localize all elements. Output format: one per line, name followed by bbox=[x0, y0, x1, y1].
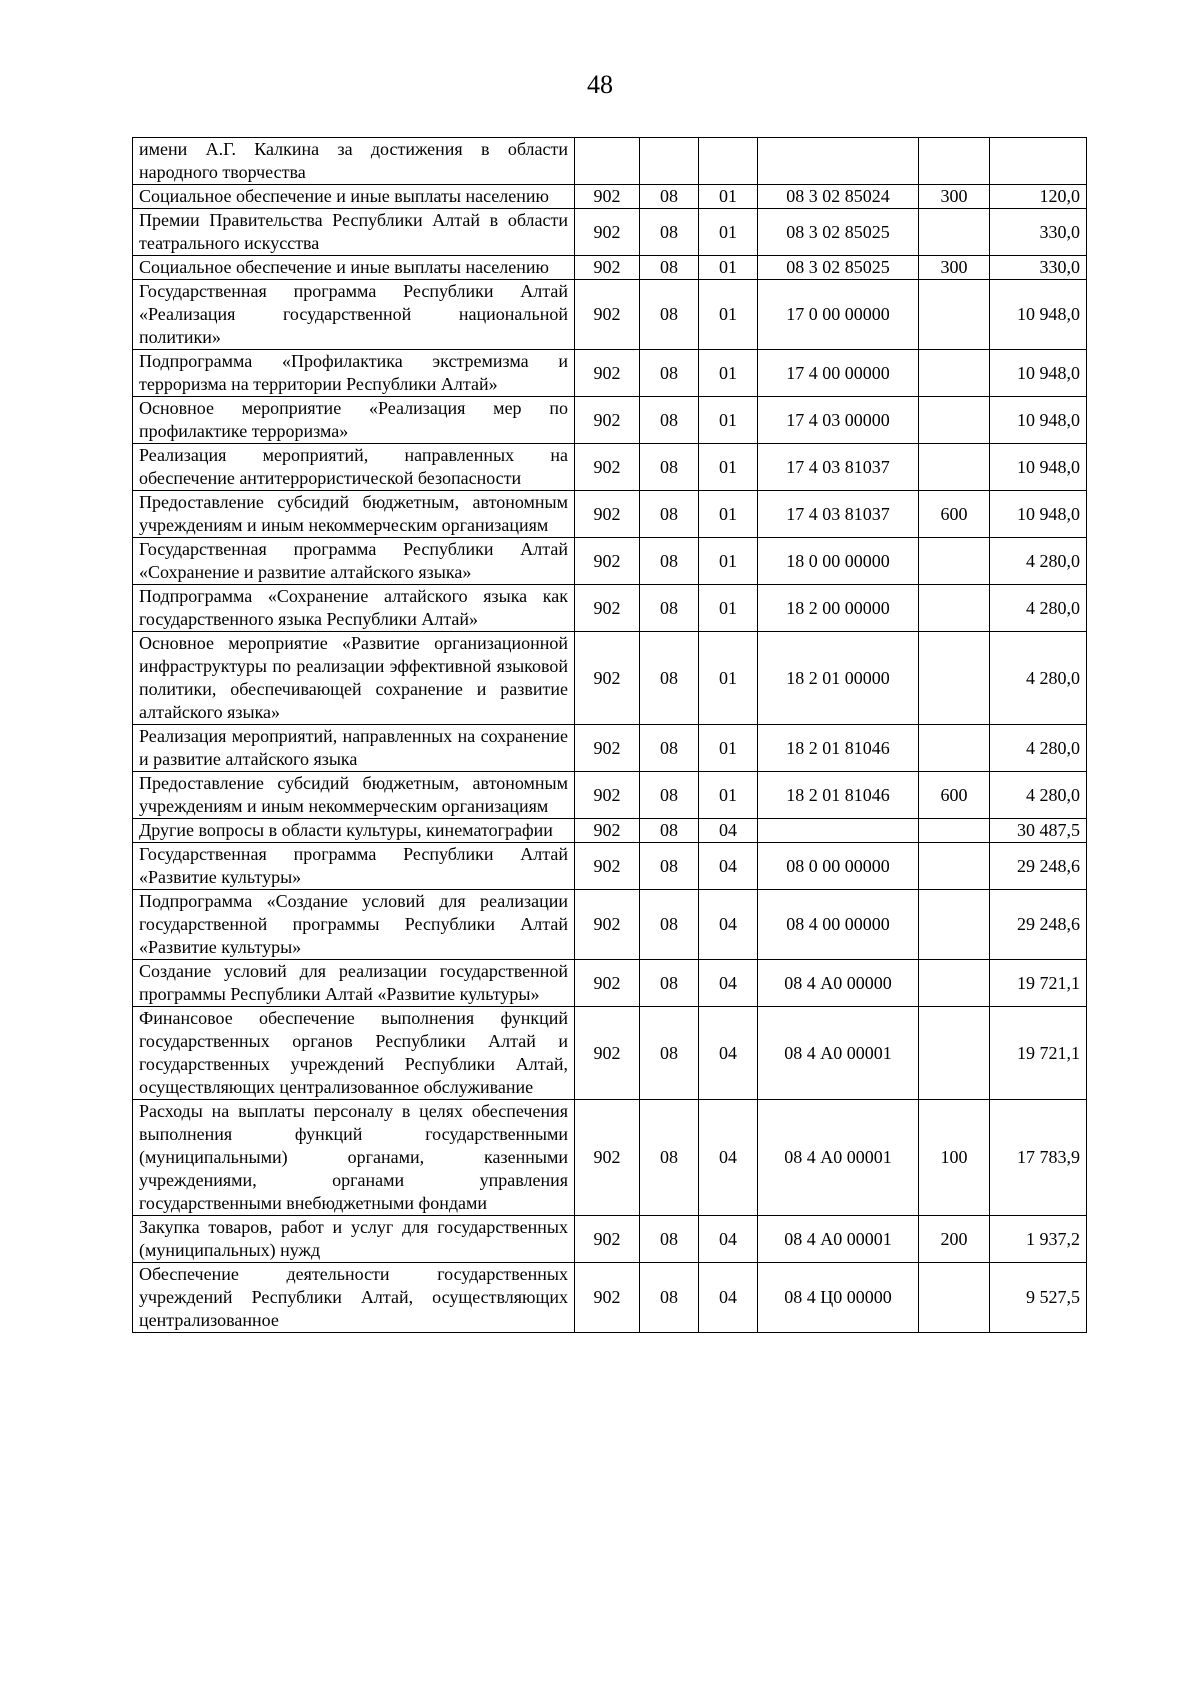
department-code-cell: 902 bbox=[575, 280, 640, 350]
section-code-cell: 08 bbox=[640, 444, 699, 491]
table-row bbox=[133, 397, 1087, 444]
department-code-cell: 902 bbox=[575, 1216, 640, 1263]
expense-name-cell: Предоставление субсидий бюджетным, автономным учреждениям и иным некоммерческим организациям bbox=[133, 772, 575, 819]
section-code-cell: 08 bbox=[640, 1216, 699, 1263]
table-row bbox=[133, 538, 1087, 585]
target-article-cell: 17 4 03 81037 bbox=[758, 444, 919, 491]
department-code-cell: 902 bbox=[575, 772, 640, 819]
target-article-cell: 17 0 00 00000 bbox=[758, 280, 919, 350]
expense-type-cell bbox=[919, 632, 990, 725]
section-code-cell: 08 bbox=[640, 256, 699, 280]
target-article-cell: 08 0 00 00000 bbox=[758, 843, 919, 890]
department-code-cell: 902 bbox=[575, 585, 640, 632]
target-article-cell: 08 4 А0 00000 bbox=[758, 960, 919, 1007]
table-row bbox=[133, 843, 1087, 890]
table-row bbox=[133, 819, 1087, 843]
section-code-cell: 08 bbox=[640, 185, 699, 209]
table-row bbox=[133, 185, 1087, 209]
section-code-cell: 08 bbox=[640, 632, 699, 725]
expense-name-cell: Подпрограмма «Создание условий для реализации государственной программы Республики Алтай «Развитие культуры» bbox=[133, 890, 575, 960]
target-article-cell: 18 2 01 81046 bbox=[758, 772, 919, 819]
expense-name-cell: Реализация мероприятий, направленных на сохранение и развитие алтайского языка bbox=[133, 725, 575, 772]
section-code-cell: 08 bbox=[640, 843, 699, 890]
section-code-cell: 08 bbox=[640, 397, 699, 444]
subsection-code-cell: 01 bbox=[699, 585, 758, 632]
subsection-code-cell: 04 bbox=[699, 1100, 758, 1216]
section-code-cell: 08 bbox=[640, 819, 699, 843]
department-code-cell: 902 bbox=[575, 256, 640, 280]
expense-type-cell bbox=[919, 397, 990, 444]
subsection-code-cell: 04 bbox=[699, 1007, 758, 1100]
amount-cell: 10 948,0 bbox=[990, 397, 1087, 444]
target-article-cell: 17 4 00 00000 bbox=[758, 350, 919, 397]
section-code-cell: 08 bbox=[640, 1263, 699, 1333]
department-code-cell: 902 bbox=[575, 491, 640, 538]
expense-type-cell bbox=[919, 819, 990, 843]
department-code-cell: 902 bbox=[575, 1007, 640, 1100]
expense-name-cell: Социальное обеспечение и иные выплаты населению bbox=[133, 185, 575, 209]
amount-cell: 4 280,0 bbox=[990, 632, 1087, 725]
expense-type-cell: 600 bbox=[919, 491, 990, 538]
expense-name-cell: Подпрограмма «Сохранение алтайского языка как государственного языка Республики Алтай» bbox=[133, 585, 575, 632]
section-code-cell: 08 bbox=[640, 350, 699, 397]
table-row bbox=[133, 1263, 1087, 1333]
expense-type-cell: 100 bbox=[919, 1100, 990, 1216]
expense-name-cell: Государственная программа Республики Алтай «Реализация государственной национальной политики» bbox=[133, 280, 575, 350]
subsection-code-cell: 04 bbox=[699, 1216, 758, 1263]
table-row bbox=[133, 350, 1087, 397]
amount-cell: 30 487,5 bbox=[990, 819, 1087, 843]
target-article-cell: 08 3 02 85025 bbox=[758, 209, 919, 256]
department-code-cell: 902 bbox=[575, 397, 640, 444]
amount-cell: 1 937,2 bbox=[990, 1216, 1087, 1263]
section-code-cell bbox=[640, 138, 699, 185]
target-article-cell: 08 4 А0 00001 bbox=[758, 1216, 919, 1263]
table-row bbox=[133, 1216, 1087, 1263]
table-row bbox=[133, 444, 1087, 491]
expense-name-cell: Создание условий для реализации государственной программы Республики Алтай «Развитие культуры» bbox=[133, 960, 575, 1007]
section-code-cell: 08 bbox=[640, 491, 699, 538]
budget-table bbox=[132, 137, 1087, 1333]
expense-type-cell bbox=[919, 444, 990, 491]
table-row bbox=[133, 890, 1087, 960]
subsection-code-cell: 01 bbox=[699, 256, 758, 280]
amount-cell: 10 948,0 bbox=[990, 280, 1087, 350]
target-article-cell: 08 3 02 85025 bbox=[758, 256, 919, 280]
subsection-code-cell: 04 bbox=[699, 960, 758, 1007]
target-article-cell: 18 2 00 00000 bbox=[758, 585, 919, 632]
expense-name-cell: Обеспечение деятельности государственных учреждений Республики Алтай, осуществляющих централизованное bbox=[133, 1263, 575, 1333]
amount-cell: 4 280,0 bbox=[990, 725, 1087, 772]
expense-name-cell: Другие вопросы в области культуры, кинематографии bbox=[133, 819, 575, 843]
table-row bbox=[133, 772, 1087, 819]
amount-cell: 10 948,0 bbox=[990, 444, 1087, 491]
department-code-cell: 902 bbox=[575, 819, 640, 843]
table-row bbox=[133, 632, 1087, 725]
expense-type-cell bbox=[919, 1007, 990, 1100]
expense-name-cell: Основное мероприятие «Развитие организационной инфраструктуры по реализации эффективной языковой политики, обеспечивающей сохранение и развитие алтайского языка» bbox=[133, 632, 575, 725]
target-article-cell: 08 4 А0 00001 bbox=[758, 1007, 919, 1100]
expense-name-cell: Основное мероприятие «Реализация мер по профилактике терроризма» bbox=[133, 397, 575, 444]
table-row bbox=[133, 1100, 1087, 1216]
target-article-cell: 08 4 А0 00001 bbox=[758, 1100, 919, 1216]
expense-name-cell: Премии Правительства Республики Алтай в области театрального искусства bbox=[133, 209, 575, 256]
expense-name-cell: имени А.Г. Калкина за достижения в области народного творчества bbox=[133, 138, 575, 185]
amount-cell: 9 527,5 bbox=[990, 1263, 1087, 1333]
table-row bbox=[133, 725, 1087, 772]
department-code-cell: 902 bbox=[575, 444, 640, 491]
section-code-cell: 08 bbox=[640, 280, 699, 350]
department-code-cell: 902 bbox=[575, 960, 640, 1007]
amount-cell: 4 280,0 bbox=[990, 772, 1087, 819]
subsection-code-cell: 04 bbox=[699, 1263, 758, 1333]
target-article-cell: 08 4 00 00000 bbox=[758, 890, 919, 960]
amount-cell: 120,0 bbox=[990, 185, 1087, 209]
department-code-cell: 902 bbox=[575, 843, 640, 890]
expense-name-cell: Государственная программа Республики Алтай «Развитие культуры» bbox=[133, 843, 575, 890]
target-article-cell bbox=[758, 819, 919, 843]
subsection-code-cell: 01 bbox=[699, 397, 758, 444]
section-code-cell: 08 bbox=[640, 1100, 699, 1216]
department-code-cell: 902 bbox=[575, 185, 640, 209]
amount-cell: 19 721,1 bbox=[990, 1007, 1087, 1100]
target-article-cell: 17 4 03 00000 bbox=[758, 397, 919, 444]
department-code-cell bbox=[575, 138, 640, 185]
expense-type-cell bbox=[919, 138, 990, 185]
section-code-cell: 08 bbox=[640, 585, 699, 632]
table-row bbox=[133, 256, 1087, 280]
amount-cell: 4 280,0 bbox=[990, 585, 1087, 632]
table-row bbox=[133, 138, 1087, 185]
expense-name-cell: Финансовое обеспечение выполнения функций государственных органов Республики Алтай и государственных учреждений Республики Алтай, осуществляющих централизованное обслуживание bbox=[133, 1007, 575, 1100]
department-code-cell: 902 bbox=[575, 1263, 640, 1333]
expense-type-cell bbox=[919, 1263, 990, 1333]
subsection-code-cell: 01 bbox=[699, 209, 758, 256]
expense-name-cell: Предоставление субсидий бюджетным, автономным учреждениям и иным некоммерческим организациям bbox=[133, 491, 575, 538]
subsection-code-cell: 01 bbox=[699, 185, 758, 209]
amount-cell bbox=[990, 138, 1087, 185]
expense-name-cell: Расходы на выплаты персоналу в целях обеспечения выполнения функций государственными (муниципальными) органами, казенными учреждениями, органами управления государственными внебюджетными фондами bbox=[133, 1100, 575, 1216]
section-code-cell: 08 bbox=[640, 1007, 699, 1100]
amount-cell: 10 948,0 bbox=[990, 350, 1087, 397]
subsection-code-cell bbox=[699, 138, 758, 185]
section-code-cell: 08 bbox=[640, 209, 699, 256]
department-code-cell: 902 bbox=[575, 538, 640, 585]
expense-name-cell: Социальное обеспечение и иные выплаты населению bbox=[133, 256, 575, 280]
expense-type-cell: 300 bbox=[919, 185, 990, 209]
expense-type-cell bbox=[919, 725, 990, 772]
table-row bbox=[133, 960, 1087, 1007]
department-code-cell: 902 bbox=[575, 890, 640, 960]
amount-cell: 29 248,6 bbox=[990, 890, 1087, 960]
amount-cell: 330,0 bbox=[990, 256, 1087, 280]
section-code-cell: 08 bbox=[640, 890, 699, 960]
target-article-cell: 18 2 01 00000 bbox=[758, 632, 919, 725]
target-article-cell: 08 4 Ц0 00000 bbox=[758, 1263, 919, 1333]
section-code-cell: 08 bbox=[640, 960, 699, 1007]
target-article-cell: 17 4 03 81037 bbox=[758, 491, 919, 538]
expense-type-cell bbox=[919, 209, 990, 256]
subsection-code-cell: 01 bbox=[699, 280, 758, 350]
expense-type-cell bbox=[919, 538, 990, 585]
subsection-code-cell: 01 bbox=[699, 772, 758, 819]
amount-cell: 17 783,9 bbox=[990, 1100, 1087, 1216]
amount-cell: 4 280,0 bbox=[990, 538, 1087, 585]
department-code-cell: 902 bbox=[575, 632, 640, 725]
expense-type-cell: 300 bbox=[919, 256, 990, 280]
table-row bbox=[133, 1007, 1087, 1100]
expense-type-cell: 200 bbox=[919, 1216, 990, 1263]
section-code-cell: 08 bbox=[640, 772, 699, 819]
amount-cell: 330,0 bbox=[990, 209, 1087, 256]
subsection-code-cell: 01 bbox=[699, 491, 758, 538]
subsection-code-cell: 01 bbox=[699, 632, 758, 725]
table-row bbox=[133, 280, 1087, 350]
subsection-code-cell: 01 bbox=[699, 725, 758, 772]
subsection-code-cell: 04 bbox=[699, 819, 758, 843]
target-article-cell bbox=[758, 138, 919, 185]
amount-cell: 19 721,1 bbox=[990, 960, 1087, 1007]
section-code-cell: 08 bbox=[640, 538, 699, 585]
amount-cell: 29 248,6 bbox=[990, 843, 1087, 890]
table-row bbox=[133, 585, 1087, 632]
subsection-code-cell: 01 bbox=[699, 350, 758, 397]
section-code-cell: 08 bbox=[640, 725, 699, 772]
subsection-code-cell: 04 bbox=[699, 843, 758, 890]
subsection-code-cell: 04 bbox=[699, 890, 758, 960]
expense-type-cell bbox=[919, 350, 990, 397]
department-code-cell: 902 bbox=[575, 209, 640, 256]
table-row bbox=[133, 491, 1087, 538]
expense-type-cell bbox=[919, 280, 990, 350]
expense-name-cell: Государственная программа Республики Алтай «Сохранение и развитие алтайского языка» bbox=[133, 538, 575, 585]
department-code-cell: 902 bbox=[575, 350, 640, 397]
subsection-code-cell: 01 bbox=[699, 538, 758, 585]
target-article-cell: 18 0 00 00000 bbox=[758, 538, 919, 585]
page-number: 48 bbox=[587, 70, 613, 99]
expense-name-cell: Реализация мероприятий, направленных на обеспечение антитеррористической безопасности bbox=[133, 444, 575, 491]
expense-name-cell: Подпрограмма «Профилактика экстремизма и терроризма на территории Республики Алтай» bbox=[133, 350, 575, 397]
amount-cell: 10 948,0 bbox=[990, 491, 1087, 538]
target-article-cell: 18 2 01 81046 bbox=[758, 725, 919, 772]
expense-name-cell: Закупка товаров, работ и услуг для государственных (муниципальных) нужд bbox=[133, 1216, 575, 1263]
expense-type-cell bbox=[919, 890, 990, 960]
table-row bbox=[133, 209, 1087, 256]
expense-type-cell bbox=[919, 960, 990, 1007]
department-code-cell: 902 bbox=[575, 1100, 640, 1216]
target-article-cell: 08 3 02 85024 bbox=[758, 185, 919, 209]
subsection-code-cell: 01 bbox=[699, 444, 758, 491]
expense-type-cell: 600 bbox=[919, 772, 990, 819]
expense-type-cell bbox=[919, 585, 990, 632]
expense-type-cell bbox=[919, 843, 990, 890]
department-code-cell: 902 bbox=[575, 725, 640, 772]
